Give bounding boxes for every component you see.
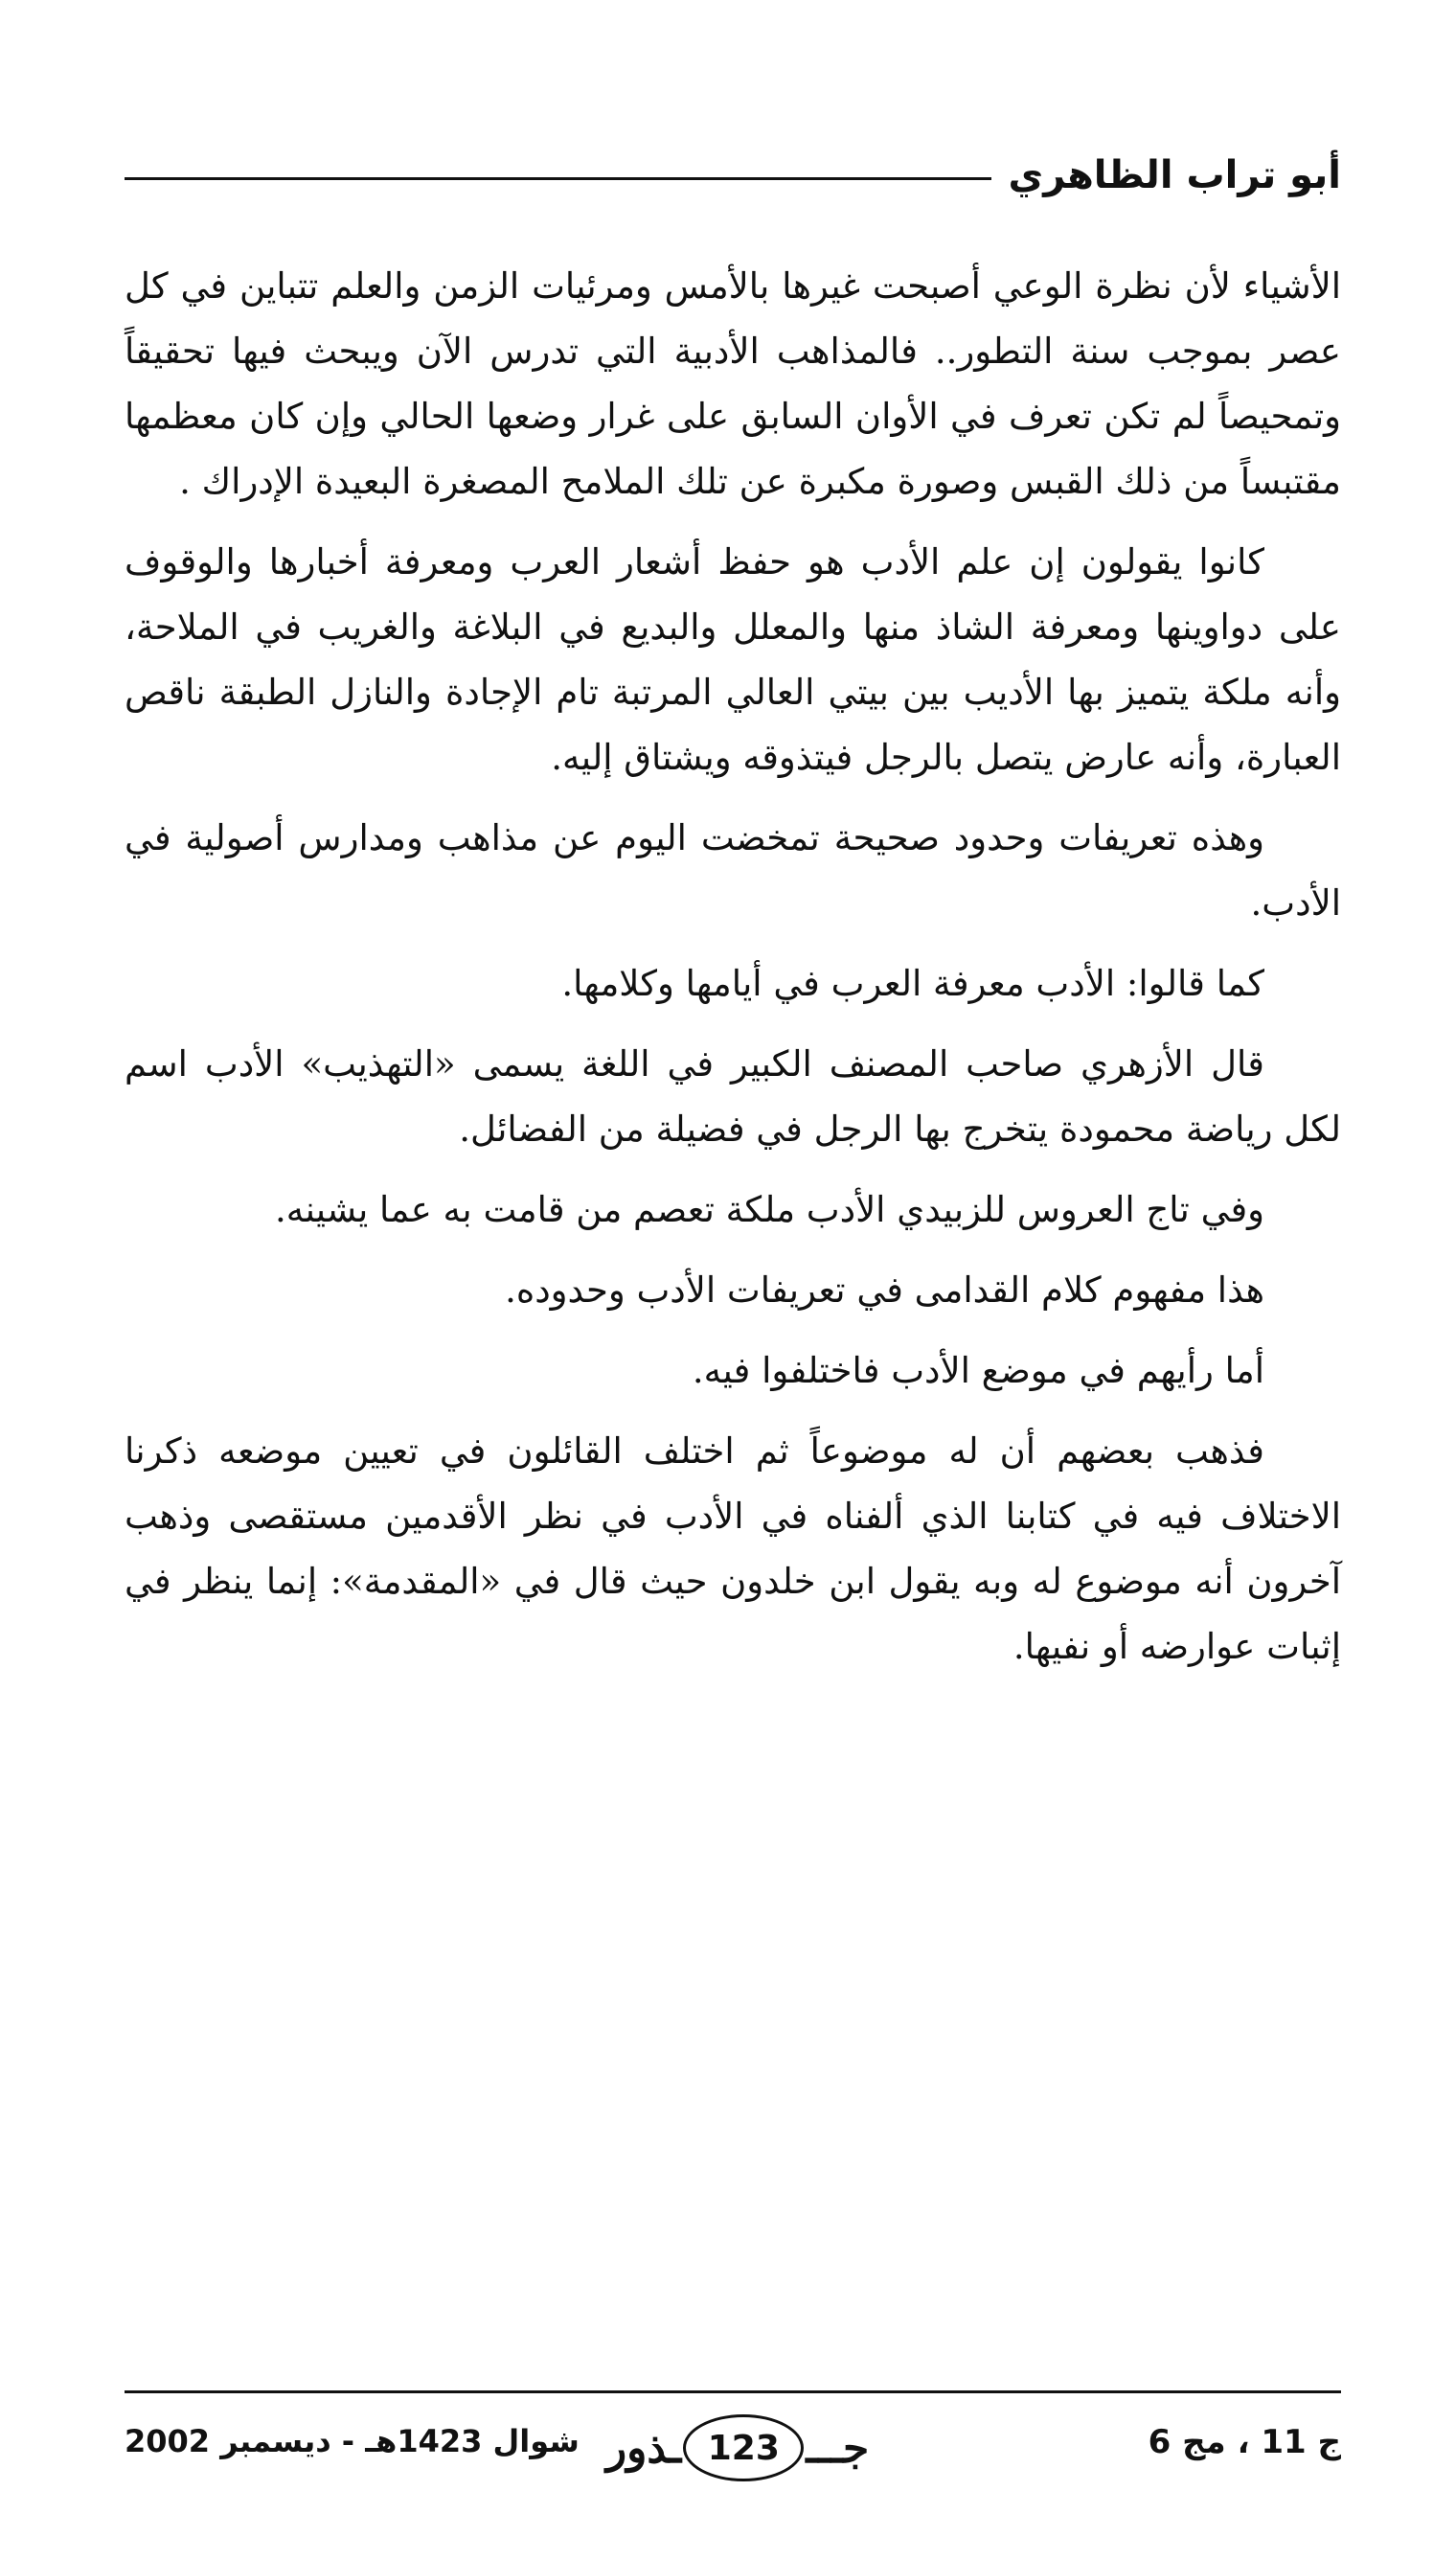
page-number-oval [683,2414,804,2481]
paragraph: وهذه تعريفات وحدود صحيحة تمخضت اليوم عن مذاهب ومدارس أصولية في الأدب. [125,817,1341,924]
paragraph: هذا مفهوم كلام القدامى في تعريفات الأدب وحدوده. [505,1269,1264,1311]
volume-issue: ج 11 ، مج 6 [1148,2423,1341,2461]
running-header [125,142,1341,209]
footer-rule [125,2390,1341,2393]
paragraph: أما رأيهم في موضع الأدب فاختلفوا فيه. [692,1350,1264,1391]
journal-name-end: ـذور [605,2423,682,2473]
paragraph: فذهب بعضهم أن له موضوعاً ثم اختلف القائلون في تعيين موضعه ذكرنا الاختلاف فيه في كتابنا الذي ألفناه في الأدب في نظر الأقدمين مستقصى وذهب آخرون أنه موضوع له وبه يقول ابن خلدون حيث قال في «المقدمة»: إنما ينظر في إثبات عوارضه أو نفيها. [125,1430,1341,1667]
page-number: 123 [707,2428,780,2468]
paragraph: قال الأزهري صاحب المصنف الكبير في اللغة يسمى «التهذيب» الأدب اسم لكل رياضة محمودة يتخرج بها الرجل في فضيلة من الفضائل. [125,1043,1341,1150]
running-title: أبو تراب الظاهري [1008,153,1341,197]
paragraph: الأشياء لأن نظرة الوعي أصبحت غيرها بالأمس ومرئيات الزمن والعلم تتباين في كل عصر بموجب سنة التطور.. فالمذاهب الأدبية التي تدرس الآن ويبحث فيها تحقيقاً وتمحيصاً لم تكن تعرف في الأوان السابق على غرار وضعها الحالي وإن كان معظمها مقتبساً من ذلك القبس وصورة مكبرة عن تلك الملامح المصغرة البعيدة الإدراك . [125,265,1341,502]
paragraph: كانوا يقولون إن علم الأدب هو حفظ أشعار العرب ومعرفة أخبارها والوقوف على دواوينها ومعرفة الشاذ منها والمعلل والبديع في البلاغة والغريب في الملاحة، وأنه ملكة يتميز بها الأديب بين بيتي العالي المرتبة تام الإجادة والنازل الطبقة ناقص العبارة، وأنه عارض يتصل بالرجل فيتذوقه ويشتاق إليه. [125,541,1341,778]
paragraph: وفي تاج العروس للزبيدي الأدب ملكة تعصم من قامت به عما يشينه. [275,1189,1264,1230]
journal-name-start: جـــ [806,2423,870,2473]
paragraph: كما قالوا: الأدب معرفة العرب في أيامها وكلامها. [561,963,1264,1004]
page-footer [125,2410,1341,2486]
header-rule [125,177,991,180]
journal-logo [536,2410,939,2486]
issue-date: شوال 1423هـ - ديسمبر 2002 [125,2423,580,2459]
body-text [125,254,1341,1695]
